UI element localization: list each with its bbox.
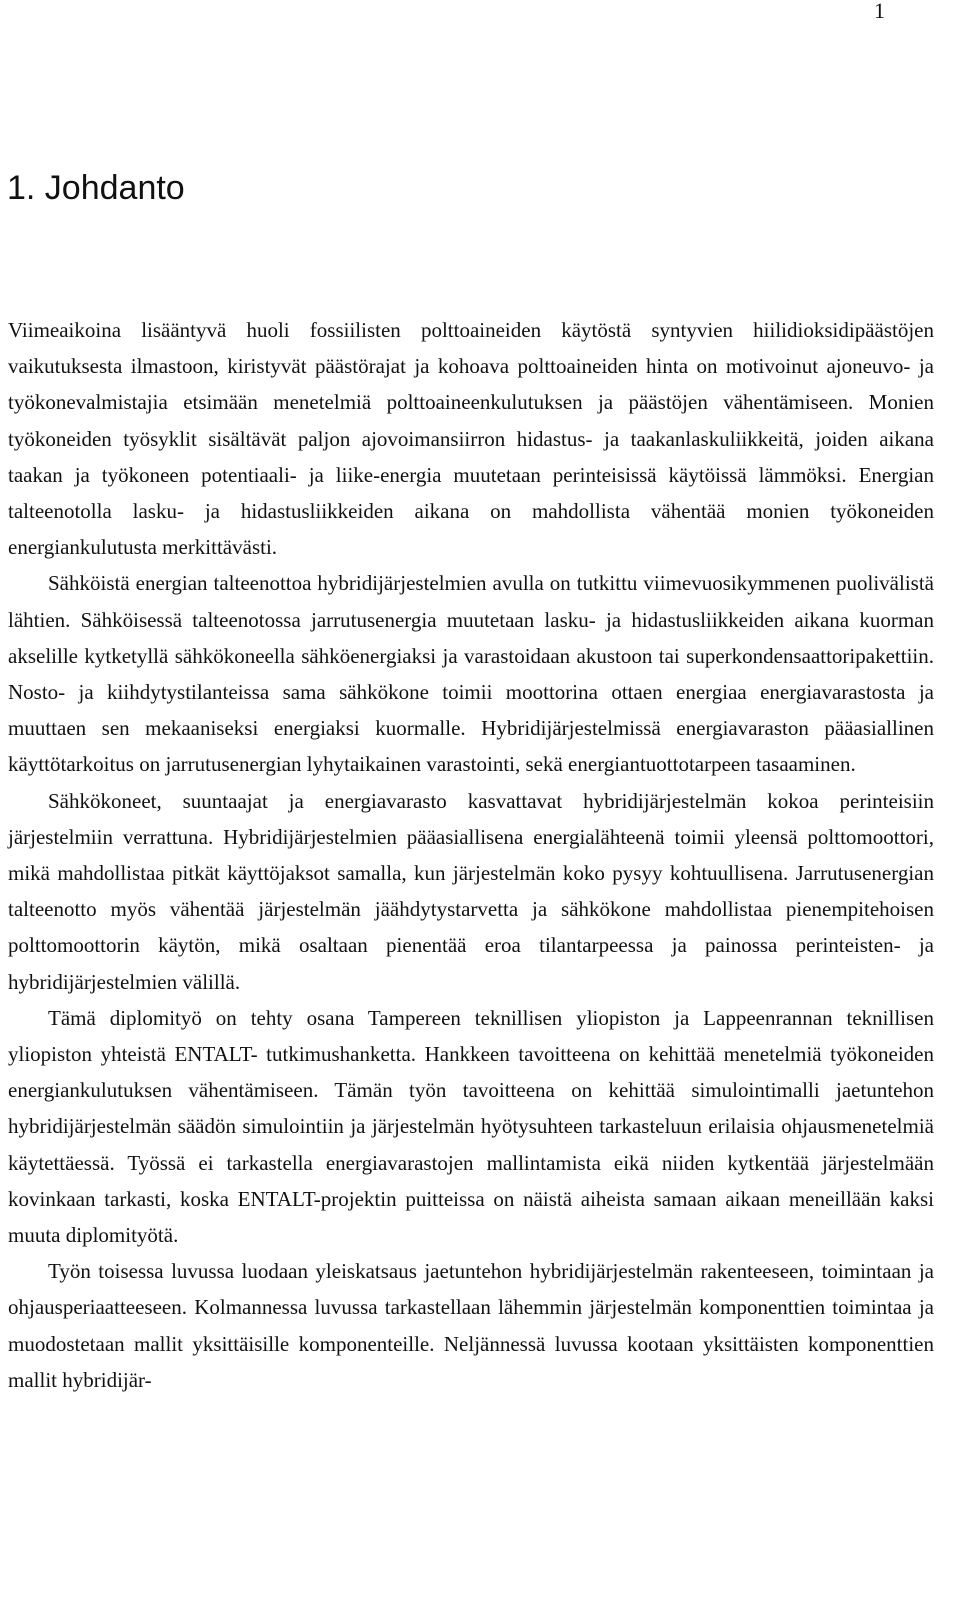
paragraph-thesis-goal: Tämä diplomityö on tehty osana Tampereen teknillisen yliopiston ja Lappeenrannan teknillisen yliopiston yhteistä ENTALT- tutkimushanketta. Hankkeen tavoitteena on kehittää menetelmiä työkoneiden energiankulutuksen vähentämiseen. Tämän työn tavoitteena on kehittää simulointimalli jaetuntehon hybridijärjestelmän säädön simulointiin ja järjestelmän hyötysuhteen tarkasteluun erilaisia ohjausmenetelmiä käytettäessä. Työssä ei tarkastella energiavarastojen mallintamista eikä niiden kytkentää järjestelmään kovinkaan tarkasti, koska ENTALT-projektin puitteissa on näistä aiheista samaan aikaan meneillään kaksi muuta diplomityötä. [8, 1005, 934, 1248]
chapter-title: 1. Johdanto [7, 169, 185, 207]
page-number: 1 [874, 0, 885, 23]
paragraph-electric-recovery: Sähköistä energian talteenottoa hybridijärjestelmien avulla on tutkittu viimevuosikymmenen puolivälistä lähtien. Sähköisessä talteenotossa jarrutusenergia muutetaan lasku- ja hidastusliikkeiden aikana kuorman akselille kytketyllä sähkökoneella sähköenergiaksi ja varastoidaan akustoon tai superkondensaattoripakettiin. Nosto- ja kiihdytystilanteissa sama sähkökone toimii moottorina ottaen energiaa energiavarastosta ja muuttaen sen mekaaniseksi energiaksi kuormalle. Hybridijärjestelmissä energiavaraston pääasiallinen käyttötarkoitus on jarrutusenergian lyhytaikainen varastointi, sekä energiantuottotarpeen tasaaminen. [8, 571, 934, 777]
paragraph-structure: Työn toisessa luvussa luodaan yleiskatsaus jaetuntehon hybridijärjestelmän rakenteeseen, toimintaan ja ohjausperiaatteeseen. Kolmannessa luvussa tarkastellaan lähemmin järjestelmän komponenttien toimintaa ja muodostetaan mallit yksittäisille komponenteille. Neljännessä luvussa kootaan yksittäisten komponenttien mallit hybridijär- [8, 1259, 934, 1392]
paragraph-hybrid-size: Sähkökoneet, suuntaajat ja energiavarasto kasvattavat hybridijärjestelmän kokoa perinteisiin järjestelmiin verrattuna. Hybridijärjestelmien pääasiallisena energialähteenä toimii yleensä polttomoottori, mikä mahdollistaa pitkät käyttöjaksot samalla, kun järjestelmän koko pysyy kohtuullisena. Jarrutusenergian talteenotto myös vähentää järjestelmän jäähdytystarvetta ja sähkökone mahdollistaa pienempitehoisen polttomoottorin käytön, mikä osaltaan pienentää eroa tilantarpeessa ja painossa perinteisten- ja hybridijärjestelmien välillä. [8, 788, 934, 994]
body-text [8, 312, 934, 1398]
paragraph-intro: Viimeaikoina lisääntyvä huoli fossiilisten polttoaineiden käytöstä syntyvien hiilidioksidipäästöjen vaikutuksesta ilmastoon, kiristyvät päästörajat ja kohoava polttoaineiden hinta on motivoinut ajoneuvo- ja työkonevalmistajia etsimään menetelmiä polttoaineenkulutuksen ja päästöjen vähentämiseen. Monien työkoneiden työsyklit sisältävät paljon ajovoimansiirron hidastus- ja taakanlaskuliikkeitä, joiden aikana taakan ja työkoneen potentiaali- ja liike-energia muutetaan perinteisissä käytöissä lämmöksi. Energian talteenotolla lasku- ja hidastusliikkeiden aikana on mahdollista vähentää monien työkoneiden energiankulutusta merkittävästi. [8, 318, 934, 560]
